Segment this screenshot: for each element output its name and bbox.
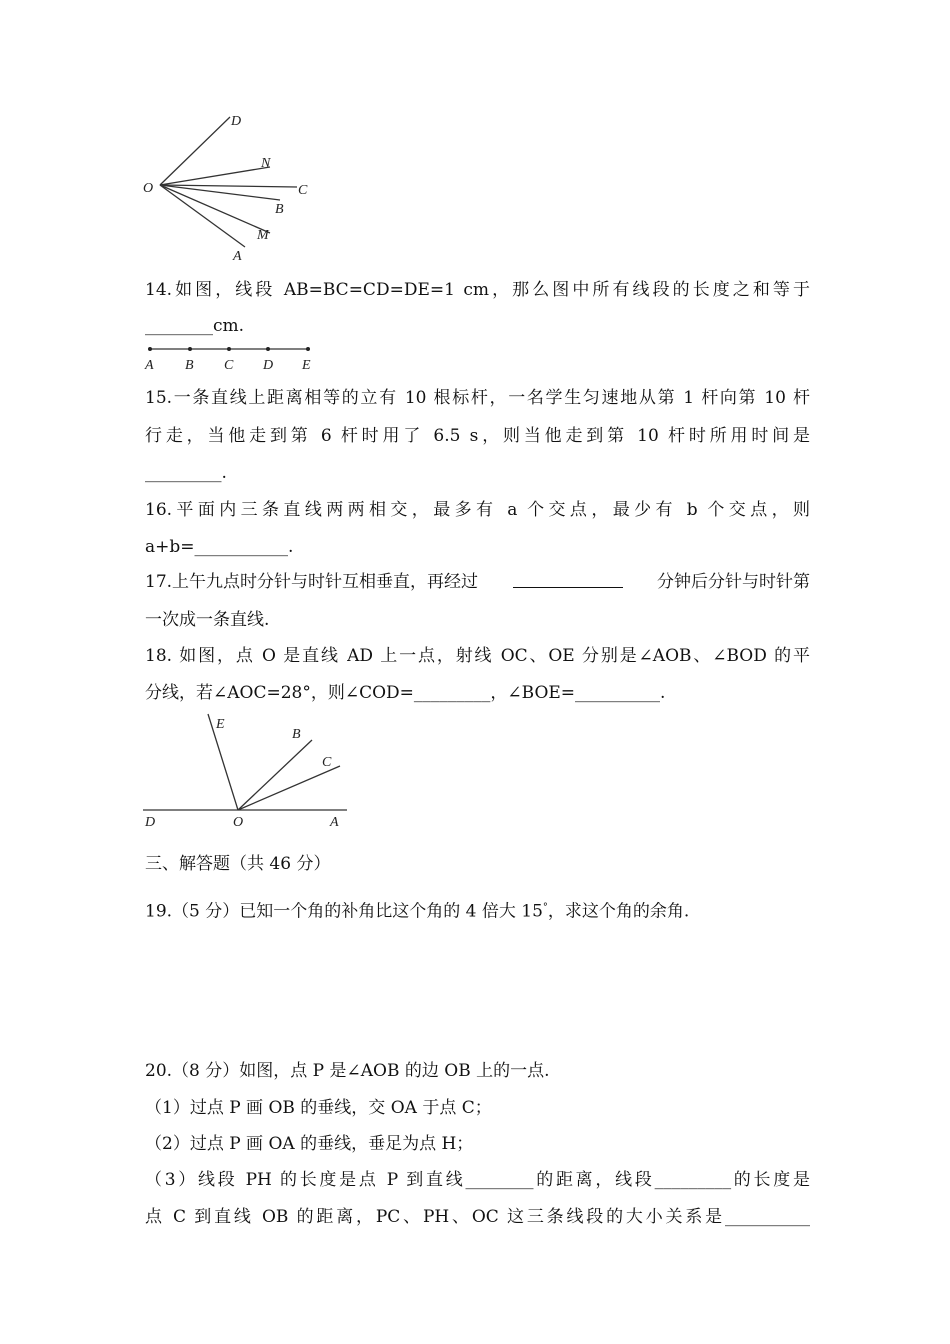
- q14-line2: ________cm.: [145, 316, 245, 336]
- q17-line2: 一次成一条直线.: [145, 610, 270, 630]
- figure-q13: [135, 105, 325, 270]
- q16-line2: a+b=___________.: [145, 537, 294, 557]
- q19-text-a: 19.（5 分）已知一个角的补角比这个角的 4 倍大 15: [145, 901, 543, 922]
- q20-line4: （3）线段 PH 的长度是点 P 到直线________的距离，线段_________的长度是: [145, 1170, 810, 1190]
- ray-oc: [160, 185, 297, 187]
- q15-line1: 15.一条直线上距离相等的立有 10 根标杆，一名学生匀速地从第 1 杆向第 10 杆: [145, 388, 810, 408]
- point-a: [148, 347, 152, 351]
- q17-text-b: 分钟后分针与时针第: [656, 572, 810, 592]
- q20-line1: 20.（8 分）如图，点 P 是∠AOB 的边 OB 上的一点.: [145, 1061, 550, 1081]
- label-c: C: [322, 755, 332, 770]
- point-e: [306, 347, 310, 351]
- q20-line3: （2）过点 P 画 OA 的垂线，垂足为点 H；: [145, 1134, 474, 1154]
- q16-line1: 16.平面内三条直线两两相交，最多有 a 个交点，最少有 b 个交点，则: [145, 500, 810, 520]
- q18-line1: 18. 如图，点 O 是直线 AD 上一点，射线 OC、OE 分别是∠AOB、∠BOD 的平: [145, 646, 810, 666]
- label-a: A: [145, 358, 154, 373]
- label-m: M: [257, 228, 269, 243]
- point-d: [266, 347, 270, 351]
- label-o: O: [233, 815, 244, 830]
- point-b: [188, 347, 192, 351]
- ray-oc: [238, 766, 340, 810]
- q19-text-b: ，求这个角的余角.: [547, 901, 690, 922]
- q18-line2: 分线，若∠AOC=28°，则∠COD=_________，∠BOE=__________.: [145, 683, 666, 703]
- figure-q14: [140, 342, 320, 374]
- q17-blank: [513, 571, 623, 588]
- q17-text-a: 17.上午九点时分针与时针互相垂直，再经过: [145, 572, 479, 592]
- label-d: D: [263, 358, 274, 373]
- label-b: B: [275, 202, 284, 217]
- label-n: N: [261, 156, 271, 171]
- q15-line3: _________.: [145, 463, 227, 483]
- label-b: B: [292, 727, 301, 742]
- label-d: D: [231, 114, 242, 129]
- label-o: O: [143, 181, 154, 196]
- label-a: A: [233, 249, 242, 264]
- label-c: C: [224, 358, 234, 373]
- figure-q18: [140, 708, 355, 833]
- label-a: A: [330, 815, 339, 830]
- q20-line2: （1）过点 P 画 OB 的垂线，交 OA 于点 C；: [145, 1098, 492, 1118]
- label-e: E: [302, 358, 311, 373]
- label-c: C: [298, 183, 308, 198]
- point-c: [227, 347, 231, 351]
- label-e: E: [216, 717, 225, 732]
- q17-line1: [145, 571, 810, 593]
- q20-line5: 点 C 到直线 OB 的距离，PC、PH、OC 这三条线段的大小关系是__________: [145, 1207, 810, 1227]
- label-d: D: [145, 815, 156, 830]
- label-b: B: [185, 358, 194, 373]
- section-title: 三、解答题（共 46 分）: [145, 854, 331, 874]
- ray-ob: [238, 740, 312, 810]
- degree-symbol: °: [542, 902, 548, 913]
- q15-line2: 行走，当他走到第 6 杆时用了 6.5 s，则当他走到第 10 杆时所用时间是: [145, 426, 810, 446]
- q19-line: [145, 897, 810, 923]
- q14-line1: 14.如图，线段 AB=BC=CD=DE=1 cm，那么图中所有线段的长度之和等于: [145, 280, 810, 300]
